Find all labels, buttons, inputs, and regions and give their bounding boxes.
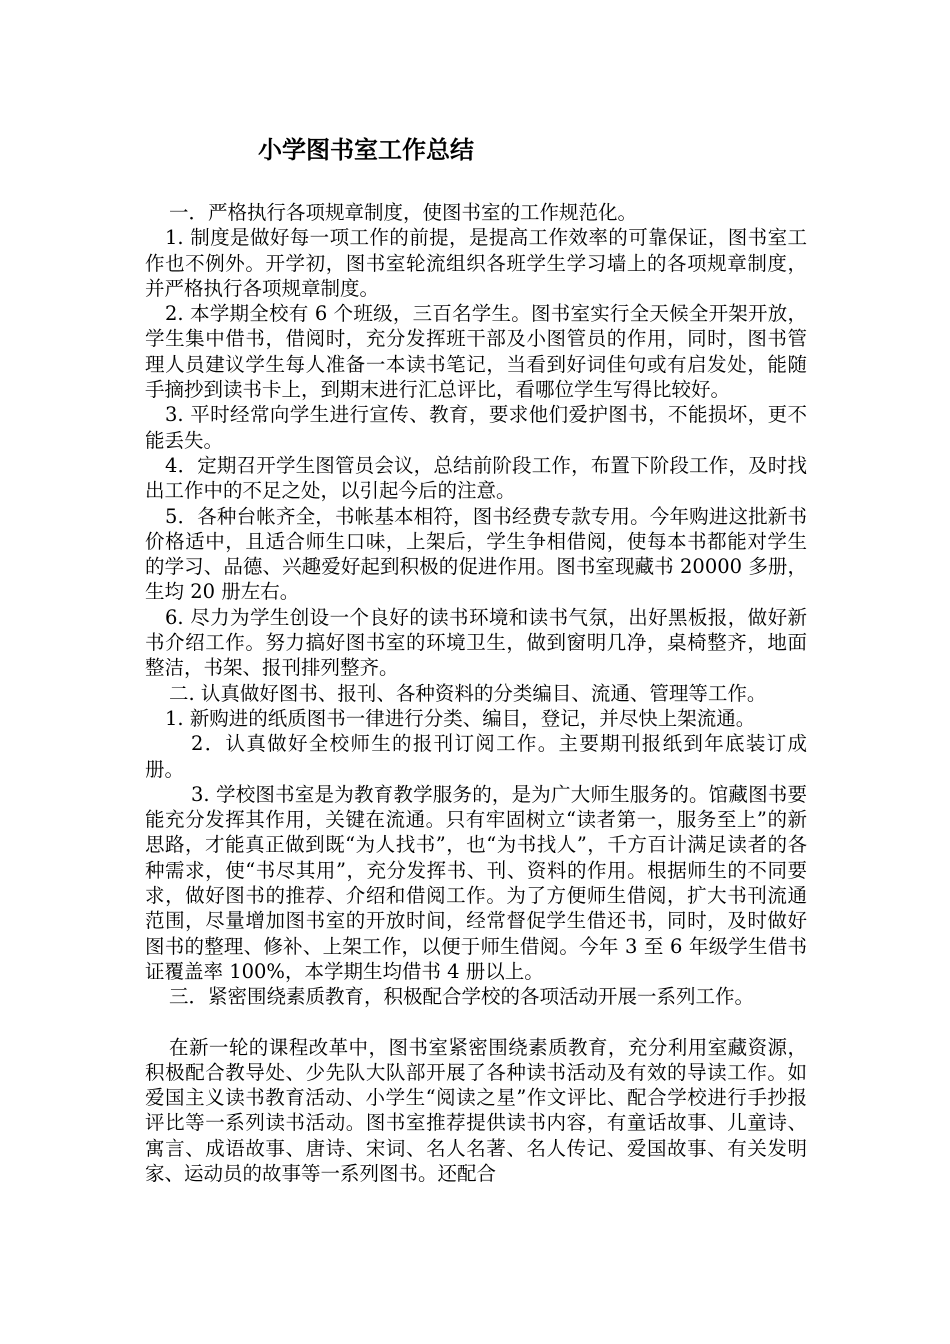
paragraph-spacer bbox=[145, 1010, 807, 1035]
section-heading-2: 二. 认真做好图书、报刊、各种资料的分类编目、流通、管理等工作。 bbox=[169, 681, 767, 705]
paragraph: 2．认真做好全校师生的报刊订阅工作。主要期刊报纸到年底装订成册。 bbox=[145, 732, 807, 781]
paragraph: 在新一轮的课程改革中，图书室紧密围绕素质教育，充分利用室藏资源，积极配合教导处、少先队大队部开展了各种读书活动及有效的导读工作。如爱国主义读书教育活动、小学生“阅读之星”作文评比、配合学校进行手抄报评比等一系列读书活动。图书室推荐提供读书内容，有童话故事、儿童诗、寓言、成语故事、唐诗、宋词、名人名著、名人传记、爱国故事、有关发明家、运动员的故事等一系列图书。还配合 bbox=[145, 1035, 807, 1185]
paragraph: 3. 平时经常向学生进行宣传、教育，要求他们爱护图书，不能损坏，更不能丢失。 bbox=[145, 403, 807, 452]
section-heading-3: 三．紧密围绕素质教育，积极配合学校的各项活动开展一系列工作。 bbox=[169, 985, 755, 1009]
paragraph: 3. 学校图书室是为教育教学服务的，是为广大师生服务的。馆藏图书要能充分发挥其作用，关键在流通。只有牢固树立“读者第一，服务至上”的新思路，才能真正做到既“为人找书”，也“为书找人”，千方百计满足读者的各种需求，使“书尽其用”，充分发挥书、刊、资料的作用。根据师生的不同要求，做好图书的推荐、介绍和借阅工作。为了方便师生借阅，扩大书刊流通范围，尽量增加图书室的开放时间，经常督促学生借还书，同时，及时做好图书的整理、修补、上架工作，以便于师生借阅。今年 3 至 6 年级学生借书证覆盖率 100%，本学期生均借书 4 册以上。 bbox=[145, 782, 807, 983]
paragraph: 4．定期召开学生图管员会议，总结前阶段工作，布置下阶段工作，及时找出工作中的不足之处，以引起今后的注意。 bbox=[145, 453, 807, 503]
paragraph: 2. 本学期全校有 6 个班级，三百名学生。图书室实行全天候全开架开放，学生集中借书，借阅时，充分发挥班干部及小图管员的作用，同时，图书管理人员建议学生每人准备一本读书笔记，当看到好词佳句或有启发处，能随手摘抄到读书卡上，到期末进行汇总评比，看哪位学生写得比较好。 bbox=[145, 302, 807, 402]
document-title: 小学图书室工作总结 bbox=[258, 136, 474, 164]
section-heading-1: 一．严格执行各项规章制度，使图书室的工作规范化。 bbox=[169, 201, 638, 224]
paragraph: 6. 尽力为学生创设一个良好的读书环境和读书气氛，出好黑板报，做好新书介绍工作。努力搞好图书室的环境卫生，做到窗明几净，桌椅整齐，地面整洁，书架、报刊排列整齐。 bbox=[145, 605, 807, 680]
document-body bbox=[145, 200, 807, 1186]
paragraph: 5．各种台帐齐全，书帐基本相符，图书经费专款专用。今年购进这批新书价格适中，且适合师生口味，上架后，学生争相借阅，使每本书都能对学生的学习、品德、兴趣爱好起到积极的促进作用。图书室现藏书 20000 多册，生均 20 册左右。 bbox=[145, 504, 807, 604]
paragraph: 1. 新购进的纸质图书一律进行分类、编目，登记，并尽快上架流通。 bbox=[165, 706, 756, 730]
paragraph: 1. 制度是做好每一项工作的前提，是提高工作效率的可靠保证，图书室工作也不例外。开学初，图书室轮流组织各班学生学习墙上的各项规章制度，并严格执行各项规章制度。 bbox=[145, 226, 807, 300]
